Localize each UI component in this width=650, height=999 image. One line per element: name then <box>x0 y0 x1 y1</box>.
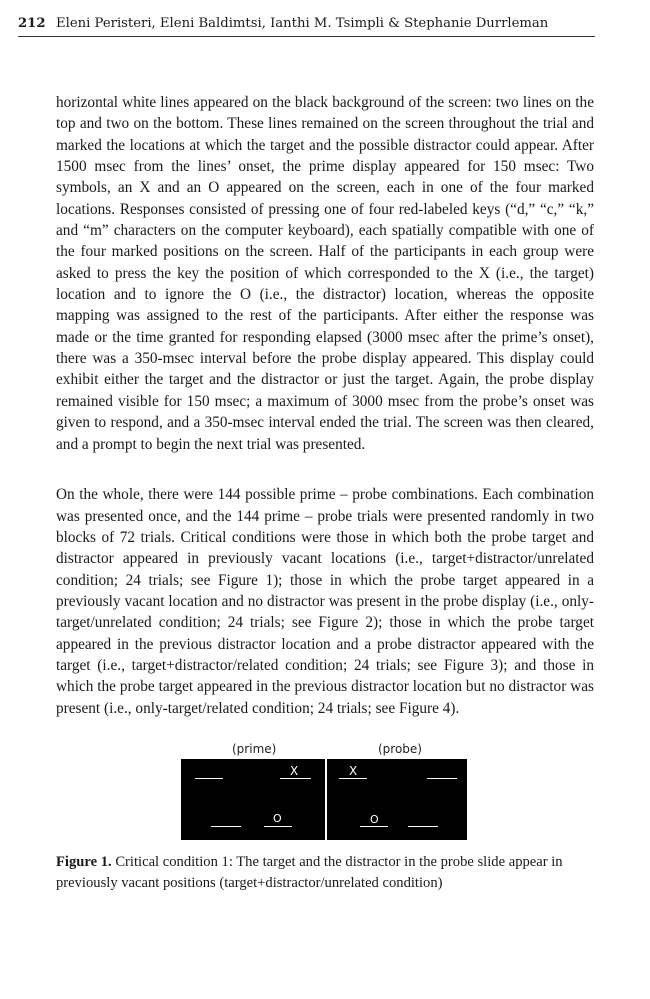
target-x-symbol: X <box>290 764 299 778</box>
body-paragraph-2 <box>56 469 594 734</box>
running-header-authors: Eleni Peristeri, Eleni Baldimtsi, Ianthi M. Tsimpli & Stephanie Durrleman <box>56 16 549 31</box>
bottom-right-line <box>264 826 292 827</box>
page-number: 212 <box>18 16 46 31</box>
top-right-line <box>280 778 311 779</box>
top-right-line <box>427 778 457 779</box>
figure-caption <box>56 852 596 894</box>
figure-caption-label: Figure 1. <box>56 854 112 870</box>
body-paragraph-1 <box>56 92 594 455</box>
bottom-right-line <box>408 826 438 827</box>
figure-caption-text: Critical condition 1: The target and the distractor in the probe slide appear in previously vacant positions (target+distractor/unrelated condition) <box>56 854 563 891</box>
running-header <box>18 14 595 37</box>
prime-display <box>181 759 325 840</box>
bottom-left-line <box>211 826 241 827</box>
probe-display <box>327 759 467 840</box>
distractor-o-symbol: O <box>370 813 379 826</box>
target-x-symbol: X <box>349 764 358 778</box>
prime-label: (prime) <box>232 742 277 756</box>
top-left-line <box>195 778 223 779</box>
distractor-o-symbol: O <box>273 812 282 825</box>
bottom-left-line <box>360 826 388 827</box>
paragraph-text: horizontal white lines appeared on the black background of the screen: two lines on the top and two on the bottom. These lines remained on the screen throughout the trial and marked the locations at which the target and the possible distractor could appear. After 1500 msec from the lines’ onset, the prime display appeared for 150 msec: Two symbols, an X and an O appeared on the screen, each in one of the four marked locations. Responses consisted of pressing one of four red-labeled keys (“d,” “c,” “k,” and “m” characters on the computer keyboard), each spatially compatible with one of the four marked positions on the screen. Half of the participants in each group were asked to press the key the position of which corresponded to the X (i.e., the target) location and to ignore the O (i.e., the distractor) location, whereas the opposite mapping was assigned to the rest of the participants. After either the response was made or the time granted for responding elapsed (3000 msec after the prime’s onset), there was a 350-msec interval before the probe display appeared. This display could exhibit either the target and the distractor or just the target. Again, the probe display remained visible for 150 msec; a maximum of 3000 msec from the probe’s onset was given to respond, and a 350-msec interval ended the trial. The screen was then cleared, and a prompt to begin the next trial was presented. <box>56 94 594 453</box>
top-left-line <box>339 778 367 779</box>
probe-label: (probe) <box>378 742 422 756</box>
paragraph-text: On the whole, there were 144 possible prime – probe combinations. Each combination was presented once, and the 144 prime – probe trials were presented randomly in two blocks of 72 trials. Critical conditions were those in which both the probe target and distractor appeared in previously vacant locations (i.e., target+distractor/unrelated condition; 24 trials; see Figure 1); those in which the probe target appeared in a previously vacant location and no distractor was present in the probe display (i.e., only-target/unrelated condition; 24 trials; see Figure 2); those in which the probe target appeared in the previous distractor location and a probe distractor appeared with the target (i.e., target+distractor/related condition; 24 trials; see Figure 3); and those in which the probe target appeared in the previous distractor location but no distractor was present (i.e., only-target/related condition; 24 trials; see Figure 4). <box>56 486 594 717</box>
